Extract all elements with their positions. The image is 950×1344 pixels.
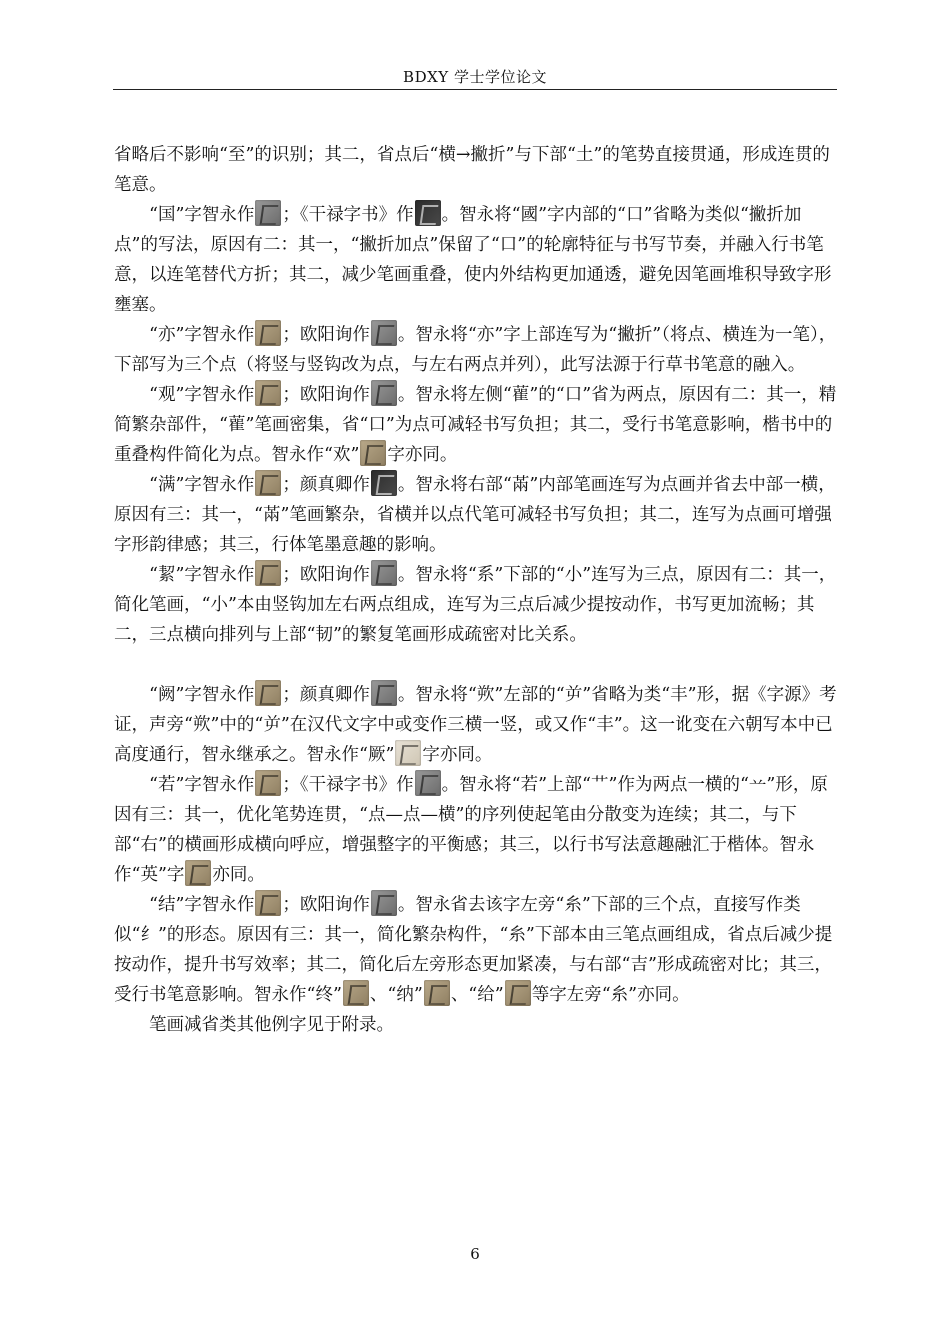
jie-zhiyong-glyph-image xyxy=(255,890,281,916)
text-run: 省略后不影响“至”的识别；其二，省点后“横→撇折”与下部“土”的笔势直接贯通，形成连贯的笔意。 xyxy=(114,145,830,195)
text-run: 。智永将右部“㒼”内部笔画连写为点画并省去中部一横，原因有三：其一，“㒼”笔画繁杂，省横并以点代笔可减轻书写负担；其二，连写为点画可增强字形韵律感；其三，行体笔墨意趣的影响。 xyxy=(114,475,836,555)
text-run: 字亦同。 xyxy=(387,445,458,465)
text-run: ；《干禄字书》作 xyxy=(282,205,414,225)
text-run: 。智永将左侧“雚”的“口”省为两点，原因有二：其一，精简繁杂部件，“雚”笔画密集，省“口”为点可减轻书写负担；其二，受行书笔意影响，楷书中的重叠构件简化为点。智永作“欢” xyxy=(114,385,837,465)
text-run: 、“给” xyxy=(450,985,504,1005)
text-run: ；欧阳询作 xyxy=(282,565,370,585)
ying-zhiyong-glyph-image xyxy=(185,860,211,886)
man-zhiyong-glyph-image xyxy=(255,470,281,496)
guo-zhiyong-glyph-image xyxy=(255,200,281,226)
text-run: “观”字智永作 xyxy=(149,385,255,405)
paragraph-xie xyxy=(114,560,840,650)
paragraph xyxy=(114,140,840,200)
zhong-zhiyong-glyph-image xyxy=(343,980,369,1006)
jie-ouyang-glyph-image xyxy=(371,890,397,916)
text-run: “阙”字智永作 xyxy=(149,685,255,705)
text-run: ；欧阳询作 xyxy=(282,385,370,405)
text-run: ；颜真卿作 xyxy=(282,475,370,495)
na-zhiyong-glyph-image xyxy=(424,980,450,1006)
text-run: “国”字智永作 xyxy=(149,205,255,225)
text-run: ；欧阳询作 xyxy=(282,895,370,915)
ruo-ganlu-glyph-image xyxy=(415,770,441,796)
text-run: “絜”字智永作 xyxy=(149,565,255,585)
paragraph-jie xyxy=(114,890,840,1010)
guo-ganlu-glyph-image xyxy=(415,200,441,226)
que-zhiyong-glyph-image xyxy=(255,680,281,706)
text-run: 字亦同。 xyxy=(422,745,493,765)
text-run: “若”字智永作 xyxy=(149,775,255,795)
xie-ouyang-glyph-image xyxy=(371,560,397,586)
huan-zhiyong-glyph-image xyxy=(360,440,386,466)
text-run: 。智永将“欮”左部的“屰”省略为类“丰”形，据《字源》考证，声旁“欮”中的“屰”在汉代文字中或变作三横一竖，或又作“丰”。这一讹变在六朝写本中已高度通行，智永继承之。智永作“厥” xyxy=(114,685,837,765)
text-run: “满”字智永作 xyxy=(149,475,255,495)
man-yan-glyph-image xyxy=(371,470,397,496)
guan-zhiyong-glyph-image xyxy=(255,380,281,406)
text-run: 。智永将“系”下部的“小”连写为三点，原因有二：其一，简化笔画，“小”本由竖钩加左右两点组成，连写为三点后减少提按动作，书写更加流畅；其二，三点横向排列与上部“韧”的繁复笔画形成疏密对比关系。 xyxy=(114,565,837,645)
paragraph-man xyxy=(114,470,840,560)
text-run: 。智永将“若”上部“艹”作为两点一横的“䒑”形，原因有三：其一，优化笔势连贯，“点—点—横”的序列使起笔由分散变为连续；其二，与下部“右”的横画形成横向呼应，增强整字的平衡感；其三，以行书写法意趣融汇于楷体。智永作“英”字 xyxy=(114,775,828,885)
paragraph-ruo xyxy=(114,770,840,890)
text-run: 。智永省去该字左旁“糸”下部的三个点，直接写作类似“纟”的形态。原因有三：其一，简化繁杂构件，“糸”下部本由三笔点画组成，省点后减少提按动作，提升书写效率；其二，简化后左旁形态更加紧凑，与右部“吉”形成疏密对比；其三，受行书笔意影响。智永作“终” xyxy=(114,895,833,1005)
running-header: BDXY 学士学位论文 xyxy=(403,68,547,86)
ruo-zhiyong-glyph-image xyxy=(255,770,281,796)
page-number: 6 xyxy=(470,1245,480,1263)
text-run: 亦同。 xyxy=(212,865,265,885)
text-run: “亦”字智永作 xyxy=(149,325,255,345)
text-run: 等字左旁“糸”亦同。 xyxy=(531,985,690,1005)
text-run: 。智永将“亦”字上部连写为“撇折”（将点、横连为一笔），下部写为三个点（将竖与竖钩改为点，与左右两点并列），此写法源于行草书笔意的融入。 xyxy=(114,325,837,375)
paragraph-guan xyxy=(114,380,840,470)
jue-zhiyong-glyph-image xyxy=(395,740,421,766)
text-run: ；《干禄字书》作 xyxy=(282,775,414,795)
guan-ouyang-glyph-image xyxy=(371,380,397,406)
yi-ouyang-glyph-image xyxy=(371,320,397,346)
que-yan-glyph-image xyxy=(371,680,397,706)
text-run: 。智永将“國”字内部的“口”省略为类似“撇折加点”的写法，原因有二：其一，“撇折加点”保留了“口”的轮廓特征与书写节奏，并融入行书笔意，以连笔替代方折；其二，减少笔画重叠，使内外结构更加通透，避免因笔画堆积导致字形壅塞。 xyxy=(114,205,832,315)
gei-zhiyong-glyph-image xyxy=(505,980,531,1006)
paragraph-yi xyxy=(114,320,840,380)
header-rule xyxy=(113,89,837,90)
paragraph-que xyxy=(114,680,840,770)
paragraph-guo xyxy=(114,200,840,320)
body-text xyxy=(114,140,840,1040)
text-run: 、“纳” xyxy=(369,985,423,1005)
text-run: “结”字智永作 xyxy=(149,895,255,915)
xie-zhiyong-glyph-image xyxy=(255,560,281,586)
text-run: ；颜真卿作 xyxy=(282,685,370,705)
paragraph-closing xyxy=(114,1010,840,1040)
yi-zhiyong-glyph-image xyxy=(255,320,281,346)
text-run: 笔画减省类其他例字见于附录。 xyxy=(149,1015,394,1035)
text-run: ；欧阳询作 xyxy=(282,325,370,345)
